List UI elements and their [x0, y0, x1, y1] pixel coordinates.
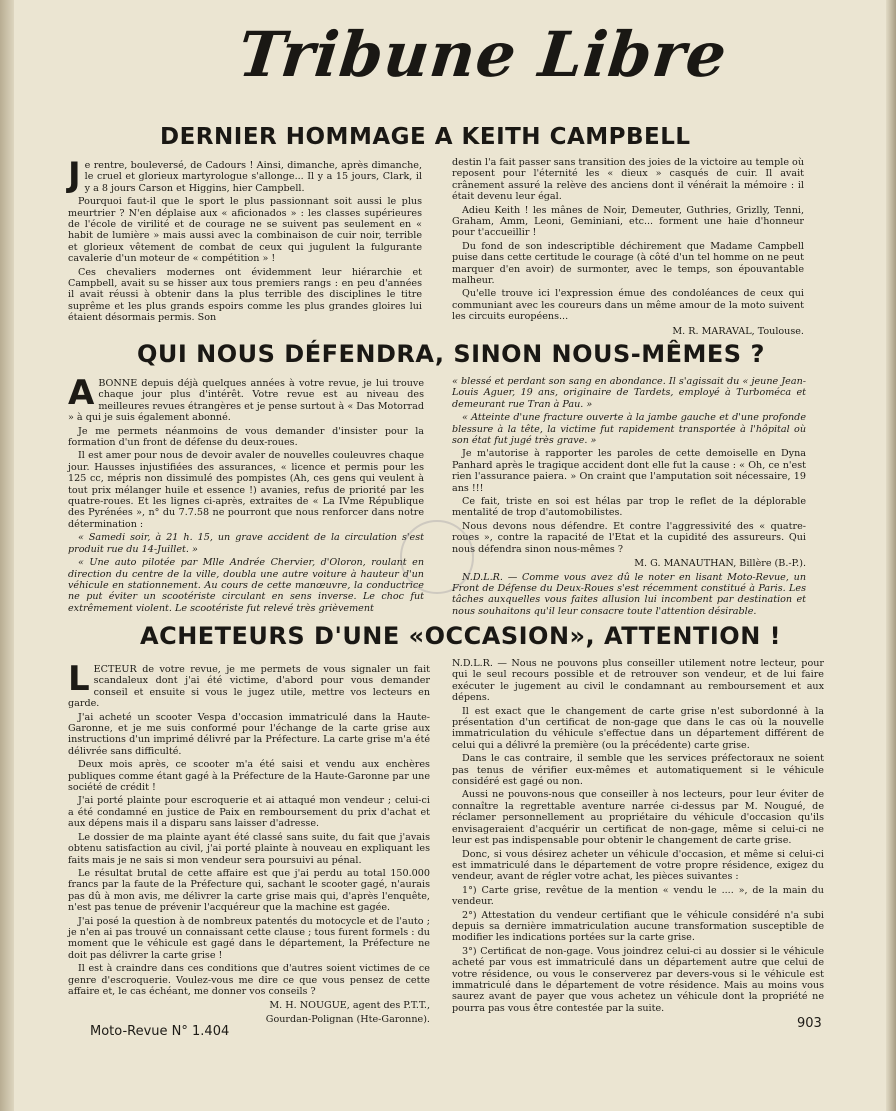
article1-paragraph: e rentre, bouleversé, de Cadours ! Ainsi, dimanche, après dimanche, le cruel et glorieux martyrologue s'allonge... Il y a 15 jours, Clark, il y a 8 jours Carson et Higgins, hier Campbell. [84, 160, 422, 194]
article2-paragraph: BONNE depuis déjà quelques années à votre revue, je lui trouve chaque jour plus d'intérêt. Votre revue est au niveau des meilleures revues étrangères et je pense surtout à « Das Motorrad » à qui je suis également abonné. [68, 378, 424, 424]
page-edge-shadow [886, 0, 896, 1111]
article2-quote: « Une auto pilotée par Mlle Andrée Chervier, d'Oloron, roulant en direction du centre de la ville, doubla une autre voiture à hauteur d'un véhicule en stationnement. Au cours de cette manœuvre, la conductrice ne put éviter un scootériste circulant en sens inverse. Le choc fut extrêmement violent. Le scootériste fut relevé très grièvement [68, 557, 424, 614]
article3-paragraph: Dans le cas contraire, il semble que les services préfectoraux ne soient pas tenus de vérifier eux-mêmes et automatiquement si le véhicule considéré est gagé ou non. [452, 753, 824, 788]
article3-paragraph: Le dossier de ma plainte ayant été classé sans suite, du fait que j'avais obtenu satisfaction au civil, j'ai porté plainte à nouveau en expliquant les faits mais je ne sais si mon vendeur sera poursuivi au pénal. [68, 831, 430, 866]
article3-list-item: 3°) Certificat de non-gage. Vous joindrez celui-ci au dossier si le véhicule acheté par vous est immatriculé dans un département autre que celui de votre résidence, ou vous le conserverez par devers-vous si le véhicule est immatriculé dans le département de votre résidence. Mais au moins vous saurez avant de payer que vous achetez un véhicule dont la propriété ne pourra pas vous être contestée par la suite. [452, 945, 824, 1014]
article1-left-column [68, 155, 422, 334]
article1-paragraph: Du fond de son indescriptible déchirement que Madame Campbell puise dans cette certitude le courage (à côté d'un tel homme on ne peut marquer d'en avoir) de surmonter, avec le temps, son épouvantable malheur. [452, 240, 804, 287]
article2-paragraph: Je me permets néanmoins de vous demander d'insister pour la formation d'un front de défense du deux-roues. [68, 425, 424, 449]
article2-quote: « blessé et perdant son sang en abondance. Il s'agissait du « jeune Jean-Louis Aguer, 19 ans, originaire de Tardets, employé à Turboméca et demeurant rue Tran à Pau. » [452, 376, 806, 410]
article2-paragraph: Je m'autorise à rapporter les paroles de cette demoiselle en Dyna Panhard après le tragique accident dont elle fut la cause : « Oh, ce n'est rien l'assurance paiera. » On craint que l'amputation soit nécessaire, 19 ans !!! [452, 448, 806, 494]
article3-paragraph: J'ai acheté un scooter Vespa d'occasion immatriculé dans la Haute-Garonne, et je me suis conformé pour l'échange de la carte grise aux instructions d'un imprimé délivré par la Préfecture. La carte grise m'a été délivrée sans difficulté. [68, 711, 430, 757]
article3-paragraph: Aussi ne pouvons-nous que conseiller à nos lecteurs, pour leur éviter de connaître la regrettable aventure narrée ci-dessus par M. Nougué, de réclamer personnellement au propriétaire du véhicule d'occasion qu'ils envisageraient d'acquérir un certificat de non-gage, même si celui-ci ne leur est pas indispensable pour obtenir le changement de carte grise. [452, 789, 824, 847]
article2-paragraph: Il est amer pour nous de devoir avaler de nouvelles couleuvres chaque jour. Hausses injustifiées des assurances, « licence et permis pour les 125 cc, mépris non dissimulé des pompistes (Ah, ces gens qui veulent à tout prix mélanger huile et essence !) avanies, refus de priorité par les quatre-roues. Et les lignes ci-après, extraites de « La IVme République des Pyrénées », n° du 7.7.58 ne pourront que nous renforcer dans notre détermination : [68, 450, 424, 530]
library-stamp [400, 520, 474, 594]
article2-editor-note: N.D.L.R. — Comme vous avez dû le noter en lisant Moto-Revue, un Front de Défense du Deux-Roues s'est récemment constitué à Paris. Les tâches auxquelles vous faites allusion lui incombent par destination et nous souhaitons qu'il leur consacre toute l'attention désirable. [452, 571, 806, 617]
article3-paragraph: Il est à craindre dans ces conditions que d'autres soient victimes de ce genre d'escroquerie. Voulez-vous me dire ce que vous pensez de cette affaire et, le cas échéant, me donner vos conseils ? [68, 963, 430, 997]
article3-paragraph: Donc, si vous désirez acheter un véhicule d'occasion, et même si celui-ci est immatriculé dans le département de votre propre résidence, exigez du vendeur, avant de régler votre achat, les pièces suivantes : [452, 848, 824, 883]
article1-title: DERNIER HOMMAGE A KEITH CAMPBELL [160, 124, 691, 150]
article3-list-item: 2°) Attestation du vendeur certifiant que le véhicule considéré n'a subi depuis sa dernière immatriculation aucune transformation susceptible de modifier les indications portées sur la carte grise. [452, 909, 824, 944]
article3-dropcap: L [68, 659, 90, 699]
article1-paragraph: Ces chevaliers modernes ont évidemment leur hiérarchie et Campbell, avait su se hisser aux tous premiers rangs : en peu d'années il avait réussi à obtenir dans la plus terrible des disciplines le titre suprême et les plus grands espoirs comme les plus grandes gloires lui étaient désormais permis. Son [68, 266, 422, 324]
article3-paragraph: J'ai posé la question à de nombreux patentés du motocycle et de l'auto ; je n'en ai pas trouvé un connaissant cette clause ; tous furent formels : du moment que le véhicule est gagé dans le département, la Préfecture ne doit pas délivrer la carte grise ! [68, 915, 430, 961]
article1-dropcap: J [68, 155, 81, 195]
article3-title: ACHETEURS D'UNE «OCCASION», ATTENTION ! [140, 622, 782, 650]
article3-editor-note: N.D.L.R. — Nous ne pouvons plus conseiller utilement notre lecteur, pour qui le seul recours possible et de retrouver son vendeur, et de lui faire exécuter le jugement au civil le condamnant au remboursement et aux dépens. [452, 658, 824, 704]
article1-paragraph: Pourquoi faut-il que le sport le plus passionnant soit aussi le plus meurtrier ? N'en déplaise aux « aficionados » : les classes supérieures de l'école de virilité et de courage ne se suivent pas seulement en « habit de lumière » mais aussi avec la combinaison de cuir noir, terrible et glorieux vêtement de combat de ceux qui jugulent la fulgurante cavalerie d'un moteur de « compétition » ! [68, 196, 422, 265]
article1-paragraph: destin l'a fait passer sans transition des joies de la victoire au temple où reposent pour l'éternité les « dieux » casqués de cuir. Il avait crânement assuré la relève des anciens dont il vénérait la mémoire : il était devenu leur égal. [452, 157, 804, 203]
article3-right-column [452, 658, 824, 1014]
article2-dropcap: A [68, 373, 95, 413]
footer-magazine-issue: Moto-Revue N° 1.404 [90, 1024, 230, 1039]
article2-right-column [452, 376, 806, 617]
article3-signature: M. H. NOUGUE, agent des P.T.T., [269, 1000, 430, 1012]
article2-quote: « Samedi soir, à 21 h. 15, un grave accident de la circulation s'est produit rue du 14-Juillet. » [68, 532, 424, 555]
article3-paragraph: Deux mois après, ce scooter m'a été saisi et vendu aux enchères publiques comme étant gagé à la Préfecture de la Haute-Garonne par une société de crédit ! [68, 759, 430, 794]
article2-quote: « Atteinte d'une fracture ouverte à la jambe gauche et d'une profonde blessure à la tête, la victime fut rapidement transportée à l'hôpital où son état fut jugé très grave. » [452, 412, 806, 447]
article2-paragraph: Ce fait, triste en soi est hélas par trop le reflet de la déplorable mentalité de trop d'automobilistes. [452, 496, 806, 519]
footer-page-number: 903 [797, 1016, 822, 1031]
article3-paragraph: Il est exact que le changement de carte grise n'est subordonné à la présentation d'un certificat de non-gage que dans le cas où la nouvelle immatriculation du véhicule s'effectue dans un département différent de celui qui a délivré la première (ou la précédente) carte grise. [452, 705, 824, 751]
article3-paragraph: J'ai porté plainte pour escroquerie et ai attaqué mon vendeur ; celui-ci a été condamné en justice de Paix en remboursement du prix d'achat et aux dépens mais il a disparu sans laisser d'adresse. [68, 795, 430, 830]
article2-left-column [68, 373, 424, 614]
article3-paragraph: ECTEUR de votre revue, je me permets de vous signaler un fait scandaleux dont j'ai été victime, d'abord pour vous demander conseil et ensuite si vous le jugez utile, mettre vos lecteurs en garde. [68, 664, 430, 710]
masthead-title: Tribune Libre [235, 18, 731, 91]
article3-paragraph: Le résultat brutal de cette affaire est que j'ai perdu au total 150.000 francs par la faute de la Préfecture qui, sachant le scooter gagé, n'aurais pas dû à mon avis, me délivrer la carte grise mais qui, d'après l'enquête, n'est pas tenue de prévenir l'acquéreur que la machine est gagée. [68, 867, 430, 914]
article2-signature: M. G. MANAUTHAN, Billère (B.-P.). [634, 558, 806, 570]
article1-paragraph: Adieu Keith ! les mânes de Noir, Demeuter, Guthries, Grizlly, Tenni, Graham, Amm, Leoni, Geminiani, etc... forment une haie d'honneur pour t'accueillir ! [452, 204, 804, 239]
article3-signature-location: Gourdan-Polignan (Hte-Garonne). [265, 1013, 430, 1025]
page-binding-shadow [0, 0, 14, 1111]
article1-right-column [452, 157, 804, 337]
article2-title: QUI NOUS DÉFENDRA, SINON NOUS-MÊMES ? [137, 340, 765, 368]
article3-list-item: 1°) Carte grise, revêtue de la mention « vendu le .... », de la main du vendeur. [452, 884, 824, 908]
article3-left-column [68, 659, 430, 1025]
article1-paragraph: Qu'elle trouve ici l'expression émue des condoléances de ceux qui communiant avec les coureurs dans un même amour de la moto suivent les circuits européens... [452, 288, 804, 323]
article1-signature: M. R. MARAVAL, Toulouse. [672, 325, 804, 337]
article2-paragraph: Nous devons nous défendre. Et contre l'aggressivité des « quatre-roues », contre la rapacité de l'Etat et la cupidité des assureurs. Qui nous défendra sinon nous-mêmes ? [452, 520, 806, 555]
